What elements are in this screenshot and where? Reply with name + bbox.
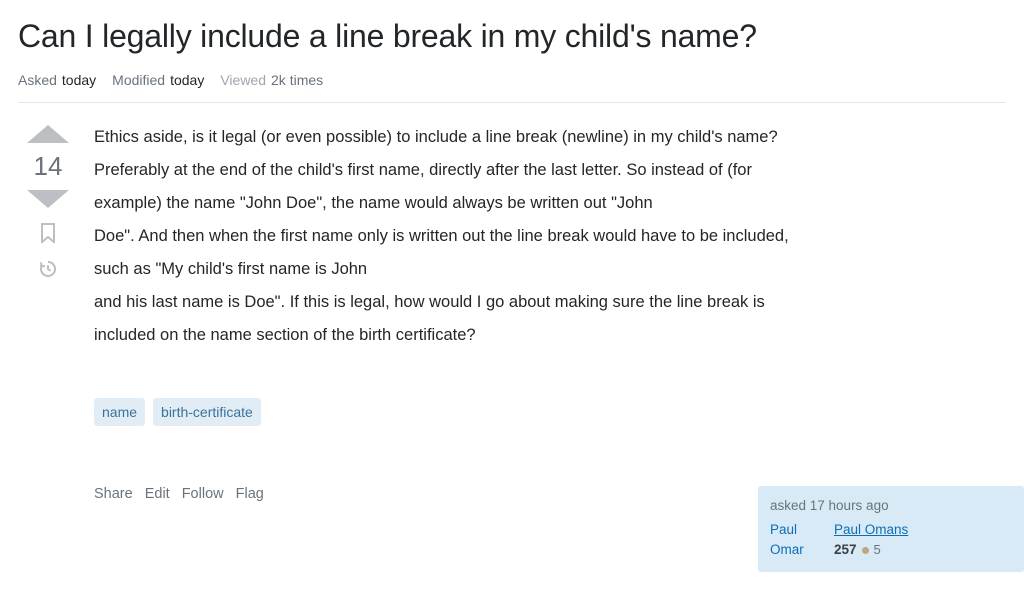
user-details <box>834 520 908 560</box>
page-title: Can I legally include a line break in my child's name? <box>18 18 757 54</box>
asked-value: today <box>61 72 97 88</box>
downvote-arrow-icon[interactable] <box>27 190 69 208</box>
asked-label: Asked <box>18 72 57 88</box>
follow-button[interactable]: Follow <box>181 486 224 502</box>
question-text-line: and his last name is Doe". If this is legal, how would I go about making sure the line break is <box>94 293 765 311</box>
tag-birth-certificate[interactable]: birth-certificate <box>153 398 261 426</box>
modified-value: today <box>170 72 205 88</box>
tag-list <box>94 398 1006 426</box>
bronze-badge-icon <box>862 547 869 554</box>
viewed-value: 2k times <box>271 72 324 88</box>
vote-cell <box>18 121 78 572</box>
question-post <box>18 121 1006 572</box>
upvote-arrow-icon[interactable] <box>27 125 69 143</box>
flag-button[interactable]: Flag <box>235 486 264 502</box>
post-footer <box>94 486 1006 572</box>
question-text-line: Ethics aside, is it legal (or even possible) to include a line break (newline) in my child's name? <box>94 128 778 146</box>
modified-label: Modified <box>112 72 166 88</box>
asked-stat <box>18 72 96 88</box>
user-reputation <box>834 540 908 560</box>
question-text-line: included on the name section of the birth certificate? <box>94 326 476 344</box>
history-clock-icon[interactable] <box>37 258 59 280</box>
avatar <box>770 520 824 560</box>
viewed-label: Viewed <box>220 72 267 88</box>
vote-count: 14 <box>33 151 63 181</box>
bookmark-icon[interactable] <box>37 222 59 244</box>
question-page <box>0 16 1024 612</box>
header-divider <box>18 102 1006 103</box>
question-stats <box>18 72 1006 88</box>
viewed-stat <box>220 72 323 88</box>
question-text-line: Doe". And then when the first name only is written out the line break would have to be included, <box>94 227 789 245</box>
user-name-link[interactable]: Paul Omans <box>834 522 909 537</box>
modified-stat <box>112 72 204 88</box>
bronze-badge-count: 5 <box>873 542 881 557</box>
asked-timestamp: asked 17 hours ago <box>770 498 889 513</box>
avatar-line-2: Omar <box>770 542 804 557</box>
user-card[interactable] <box>770 520 1012 560</box>
share-button[interactable]: Share <box>94 486 133 502</box>
avatar-line-1: Paul <box>770 522 798 537</box>
question-text-line: example) the name "John Doe", the name would always be written out "John <box>94 194 653 212</box>
asked-signature-card <box>758 486 1024 572</box>
post-body <box>78 121 1006 572</box>
question-text <box>94 121 1006 352</box>
question-text-line: Preferably at the end of the child's first name, directly after the last letter. So instead of (for <box>94 161 752 179</box>
question-text-line: such as "My child's first name is John <box>94 260 368 278</box>
edit-button[interactable]: Edit <box>144 486 170 502</box>
tag-name[interactable]: name <box>94 398 145 426</box>
reputation-value: 257 <box>834 542 857 557</box>
post-actions <box>94 486 264 502</box>
